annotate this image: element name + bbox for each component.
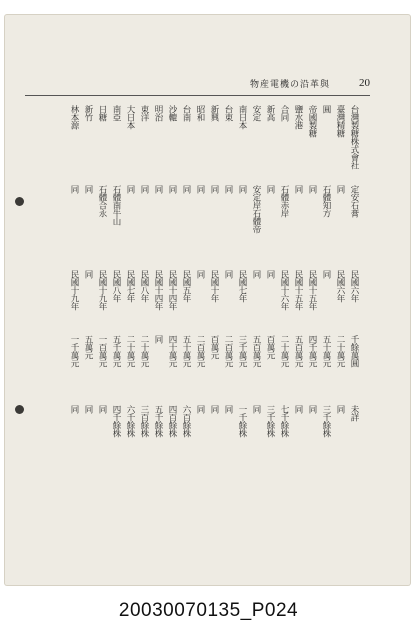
table-cell-capital: 一百萬元 <box>97 335 107 367</box>
table-cell-note: 同 <box>69 405 79 413</box>
table-cell-person: 同 <box>265 185 275 193</box>
table-cell-note: 同 <box>97 405 107 413</box>
table-row <box>152 105 164 445</box>
table-cell-capital: 五萬元 <box>83 335 93 359</box>
table-cell-founded: 民國十九年 <box>69 270 79 310</box>
table-cell-note: 五千餘株 <box>153 405 163 437</box>
table-cell-name: 新興 <box>209 105 219 121</box>
table-row <box>264 105 276 445</box>
table-cell-name: 沙轆 <box>167 105 177 121</box>
table-cell-person: 同 <box>209 185 219 193</box>
table-cell-founded: 民國六年 <box>349 270 359 302</box>
table-cell-person: 同 <box>139 185 149 193</box>
table-cell-name: 林本源 <box>69 105 79 129</box>
table-cell-note: 四千餘株 <box>111 405 121 437</box>
table-cell-person: 同 <box>83 185 93 193</box>
table-cell-capital: 二十萬元 <box>279 335 289 367</box>
table-cell-founded: 民國八年 <box>111 270 121 302</box>
table-cell-capital: 五千萬元 <box>111 335 121 367</box>
table-cell-note: 同 <box>307 405 317 413</box>
table-cell-capital: 二百萬元 <box>195 335 205 367</box>
table-cell-founded: 民國七年 <box>237 270 247 302</box>
table-cell-name: 鹽水港 <box>293 105 303 129</box>
table-cell-note: 同 <box>209 405 219 413</box>
table-row <box>334 105 346 445</box>
table-cell-name: 南亞 <box>111 105 121 121</box>
table-row <box>166 105 178 445</box>
table-row <box>180 105 192 445</box>
table-row <box>138 105 150 445</box>
table-cell-capital: 二十萬元 <box>125 335 135 367</box>
table-row <box>68 105 80 445</box>
table-cell-note: 同 <box>195 405 205 413</box>
table-cell-name: 台南 <box>181 105 191 121</box>
table-cell-founded: 同 <box>83 270 93 278</box>
table-cell-name: 合同 <box>279 105 289 121</box>
table-row <box>306 105 318 445</box>
image-caption: 20030070135_P024 <box>118 600 299 621</box>
table-cell-capital: 百萬元 <box>265 335 275 359</box>
table-cell-person: 同 <box>125 185 135 193</box>
table-cell-founded: 同 <box>265 270 275 278</box>
table-cell-capital: 五百萬元 <box>251 335 261 367</box>
table-row <box>124 105 136 445</box>
document-page <box>5 15 410 585</box>
page-number: 20 <box>359 77 370 89</box>
table-cell-person: 同 <box>153 185 163 193</box>
table-row <box>348 105 360 445</box>
table-cell-founded: 同 <box>321 270 331 278</box>
table-cell-founded: 同 <box>251 270 261 278</box>
table-cell-capital: 二十萬元 <box>335 335 345 367</box>
table-row <box>320 105 332 445</box>
table-cell-person: 同 <box>237 185 247 193</box>
company-table <box>60 105 360 445</box>
table-cell-note: 同 <box>293 405 303 413</box>
table-row <box>236 105 248 445</box>
page-header <box>25 73 370 96</box>
table-cell-note: 四百餘株 <box>167 405 177 437</box>
table-cell-name: 昭和 <box>195 105 205 121</box>
table-cell-person: 同 <box>335 185 345 193</box>
table-cell-name: 台灣製糖株式會社 <box>349 105 359 169</box>
table-cell-founded: 同 <box>223 270 233 278</box>
table-cell-capital: 同 <box>153 335 163 343</box>
table-cell-capital: 千餘萬圓 <box>349 335 359 367</box>
table-cell-person: 同 <box>195 185 205 193</box>
table-cell-founded: 民國十四年 <box>167 270 177 310</box>
table-cell-note: 三千餘株 <box>321 405 331 437</box>
table-cell-note: 同 <box>251 405 261 413</box>
table-cell-founded: 民國十六年 <box>279 270 289 310</box>
table-cell-person: 石體合永 <box>97 185 107 217</box>
running-head: 物産電機の沿革與 <box>249 80 330 90</box>
table-cell-name: 新竹 <box>83 105 93 121</box>
table-cell-person: 石體南牛山 <box>111 185 121 225</box>
table-row <box>110 105 122 445</box>
table-cell-note: 一千餘株 <box>237 405 247 437</box>
table-cell-founded: 民國十年 <box>209 270 219 302</box>
table-cell-note: 六百餘株 <box>181 405 191 437</box>
table-cell-name: 新高 <box>265 105 275 121</box>
table-cell-founded: 民國六年 <box>335 270 345 302</box>
table-cell-capital: 一千萬元 <box>69 335 79 367</box>
table-row <box>250 105 262 445</box>
table-cell-founded: 民國十五年 <box>307 270 317 310</box>
table-cell-capital: 百萬元 <box>209 335 219 359</box>
table-cell-note: 三千餘株 <box>265 405 275 437</box>
table-cell-capital: 四千萬元 <box>307 335 317 367</box>
table-cell-person: 同 <box>69 185 79 193</box>
table-cell-person: 同 <box>293 185 303 193</box>
table-row <box>222 105 234 445</box>
binding-hole <box>15 405 24 414</box>
table-row <box>278 105 290 445</box>
table-cell-person: 同 <box>223 185 233 193</box>
table-cell-name: 台東 <box>223 105 233 121</box>
table-cell-name: 帝國製糖 <box>307 105 317 137</box>
table-cell-person: 同 <box>167 185 177 193</box>
table-cell-founded: 民國八年 <box>139 270 149 302</box>
table-cell-founded: 民國七年 <box>125 270 135 302</box>
table-cell-capital: 二十萬元 <box>139 335 149 367</box>
table-cell-name: 臺灣精糖 <box>335 105 345 137</box>
binding-hole <box>15 197 24 206</box>
table-cell-founded: 民國十九年 <box>97 270 107 310</box>
table-row <box>96 105 108 445</box>
table-cell-name: 大日本 <box>125 105 135 129</box>
table-cell-person: 石體知方 <box>321 185 331 217</box>
table-row <box>208 105 220 445</box>
table-cell-name: 南日本 <box>237 105 247 129</box>
table-cell-note: 六千餘株 <box>125 405 135 437</box>
table-row <box>292 105 304 445</box>
table-cell-person: 石體赤岸 <box>279 185 289 217</box>
table-cell-name: 明治 <box>153 105 163 121</box>
table-cell-capital: 五十萬元 <box>181 335 191 367</box>
table-cell-capital: 三千萬元 <box>237 335 247 367</box>
table-row <box>82 105 94 445</box>
table-cell-note: 同 <box>223 405 233 413</box>
table-cell-person: 安定岸石體帝 <box>251 185 261 233</box>
table-cell-name: 東洋 <box>139 105 149 121</box>
table-cell-name: 日糖 <box>97 105 107 121</box>
table-cell-person: 同 <box>181 185 191 193</box>
table-cell-note: 七千餘株 <box>279 405 289 437</box>
table-cell-note: 未詳 <box>349 405 359 421</box>
table-cell-note: 同 <box>83 405 93 413</box>
table-cell-founded: 民國十五年 <box>293 270 303 310</box>
table-cell-name: 圓 <box>321 105 331 113</box>
table-cell-founded: 民國十四年 <box>153 270 163 310</box>
table-cell-person: 同 <box>307 185 317 193</box>
table-row <box>194 105 206 445</box>
table-cell-founded: 民國五年 <box>181 270 191 302</box>
table-cell-capital: 二百萬元 <box>223 335 233 367</box>
table-cell-name: 安定 <box>251 105 261 121</box>
table-cell-founded: 同 <box>195 270 205 278</box>
table-cell-capital: 五十萬元 <box>321 335 331 367</box>
table-cell-person: 定安石膏 <box>349 185 359 217</box>
table-cell-note: 三百餘株 <box>139 405 149 437</box>
table-cell-capital: 四十萬元 <box>167 335 177 367</box>
table-cell-note: 同 <box>335 405 345 413</box>
table-cell-capital: 五百萬元 <box>293 335 303 367</box>
